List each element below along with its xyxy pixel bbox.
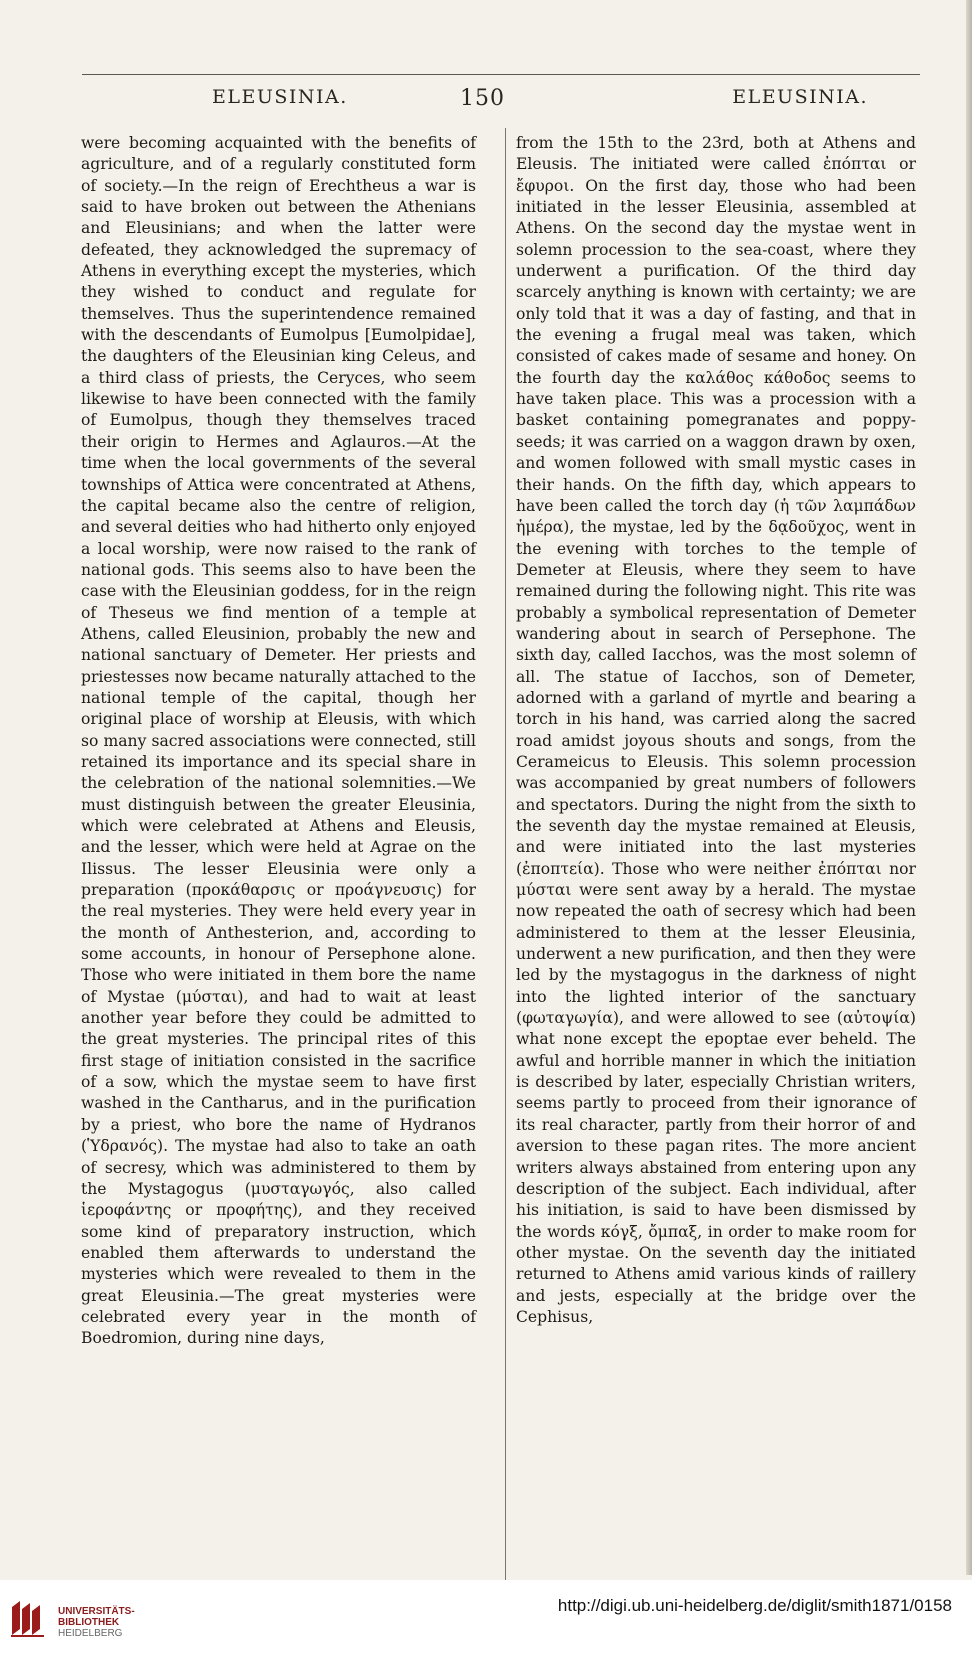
running-header <box>82 86 920 116</box>
header-left-title: ELEUSINIA. <box>212 86 348 108</box>
page-edge-shadow <box>966 0 972 1575</box>
left-column <box>81 133 476 1350</box>
header-rule <box>82 74 920 75</box>
source-url-link[interactable]: http://digi.ub.uni-heidelberg.de/diglit/smith1871/0158 <box>557 1596 952 1615</box>
column-divider <box>505 128 506 1588</box>
library-name-line1: UNIVERSITÄTS- <box>58 1606 135 1617</box>
page-number: 150 <box>460 86 505 111</box>
footer-bar <box>0 1580 972 1655</box>
left-column-text: were becoming acquainted with the benefits of agriculture, and of a regularly constituted form of society.—In the reign of Erechtheus a war is said to have broken out between the Athenians and Eleusinians; and when the latter were defeated, they acknowledged the supremacy of Athens in everything except the mysteries, which they wished to conduct and regulate for themselves. Thus the superintendence remained with the descendants of Eumolpus [Eumolpidae], the daughters of the Eleusinian king Celeus, and a third class of priests, the Ceryces, who seem likewise to have been connected with the family of Eumolpus, though they themselves traced their origin to Hermes and Aglauros.—At the time when the local governments of the several townships of Attica were concentrated at Athens, the capital became also the centre of religion, and several deities who had hitherto only enjoyed a local worship, were now raised to the rank of national gods. This seems also to have been the case with the Eleusinian goddess, for in the reign of Theseus we find mention of a temple at Athens, called Eleusinion, probably the new and national sanctuary of Demeter. Her priests and priestesses now became naturally attached to the national temple of the capital, though her original place of worship at Eleusis, with which so many sacred associations were connected, still retained its importance and its special share in the celebration of the national solemnities.—We must distinguish between the greater Eleusinia, which were celebrated at Athens and Eleusis, and the lesser, which were held at Agrae on the Ilissus. The lesser Eleusinia were only a preparation (προκάθαρσις or προάγνευσις) for the real mysteries. They were held every year in the month of Anthesterion, and, according to some accounts, in honour of Persephone alone. Those who were initiated in them bore the name of Mystae (μύσται), and had to wait at least another year before they could be admitted to the great mysteries. The principal rites of this first stage of initiation consisted in the sacrifice of a sow, which the mystae seem to have first washed in the Cantharus, and in the purification by a priest, who bore the name of Hydranos (Ὑδρανός). The mystae had also to take an oath of secresy, which was administered to them by the Mystagogus (μυσταγωγός, also called ἱεροφάντης or προφήτης), and they received some kind of preparatory instruction, which enabled them afterwards to understand the mysteries which were revealed to them in the great Eleusinia.—The great mysteries were celebrated every year in the month of Boedromion, during nine days, <box>81 134 476 1348</box>
library-name-line2: BIBLIOTHEK <box>58 1617 120 1628</box>
right-column-text: from the 15th to the 23rd, both at Athens and Eleusis. The initiated were called ἐπόπται or ἔφυροι. On the first day, those who had been initiated in the lesser Eleusinia, assembled at Athens. On the second day the mystae went in solemn procession to the sea-coast, where they underwent a purification. Of the third day scarcely anything is known with certainty; we are only told that it was a day of fasting, and that in the evening a frugal meal was taken, which consisted of cakes made of sesame and honey. On the fourth day the καλάθος κάθοδος seems to have taken place. This was a procession with a basket containing pomegranates and poppy-seeds; it was carried on a waggon drawn by oxen, and women followed with small mystic cases in their hands. On the fifth day, which appears to have been called the torch day (ἡ τῶν λαμπάδων ἡμέρα), the mystae, led by the δᾳδοῦχος, went in the evening with torches to the temple of Demeter at Eleusis, where they seem to have remained during the following night. This rite was probably a symbolical representation of Demeter wandering about in search of Persephone. The sixth day, called Iacchos, was the most solemn of all. The statue of Iacchos, son of Demeter, adorned with a garland of myrtle and bearing a torch in his hand, was carried along the sacred road amidst joyous shouts and songs, from the Cerameicus to Eleusis. This solemn procession was accompanied by great numbers of followers and spectators. During the night from the sixth to the seventh day the mystae remained at Eleusis, and were initiated into the last mysteries (ἐποπτεία). Those who were neither ἐπόπται nor μύσται were sent away by a herald. The mystae now repeated the oath of secresy which had been administered to them at the lesser Eleusinia, underwent a new purification, and then they were led by the mystagogus in the darkness of night into the lighted interior of the sanctuary (φωταγωγία), and were allowed to see (αὐτοψία) what none except the epoptae ever beheld. The awful and horrible manner in which the initiation is described by later, especially Christian writers, seems partly to proceed from their ignorance of its real character, partly from their horror of and aversion to these pagan rites. The more ancient writers always abstained from entering upon any description of the subject. Each individual, after his initiation, is said to have been dismissed by the words κόγξ, ὄμπαξ, in order to make room for other mystae. On the seventh day the initiated returned to Athens amid various kinds of raillery and jests, especially at the bridge over the Cephisus, <box>516 134 916 1326</box>
library-name-line3: HEIDELBERG <box>58 1628 123 1639</box>
right-column <box>516 133 916 1328</box>
header-right-title: ELEUSINIA. <box>732 86 868 108</box>
library-logo-icon <box>8 1597 50 1639</box>
library-name <box>58 1606 135 1639</box>
